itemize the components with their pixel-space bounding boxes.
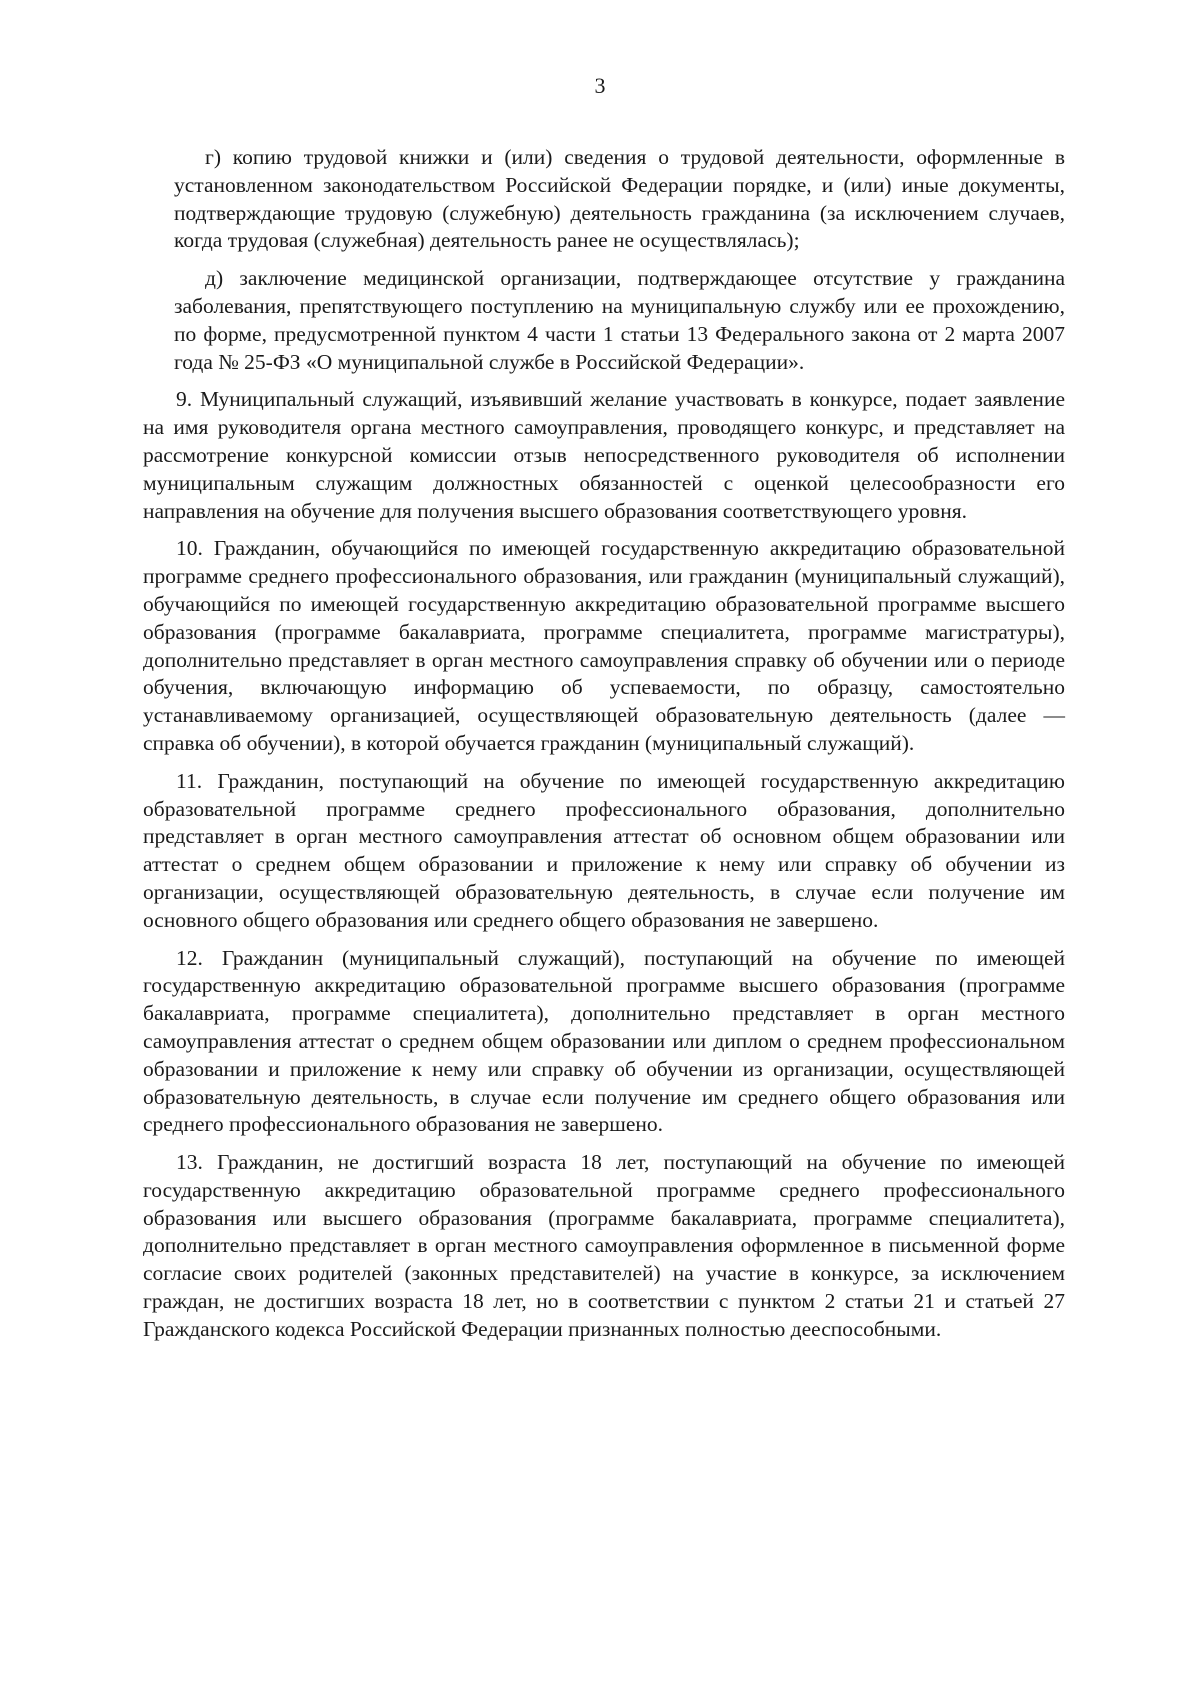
paragraph-9: 9. Муниципальный служащий, изъявивший желание участвовать в конкурсе, подает заявление на имя руководителя органа местного самоуправления, проводящего конкурс, и представляет на рассмотрение конкурсной комиссии отзыв непосредственного руководителя об исполнении муниципальным служащим должностных обязанностей с оценкой целесообразности его направления на обучение для получения высшего образования соответствующего уровня.	[143, 387, 1065, 523]
paragraph-13: 13. Гражданин, не достигший возраста 18 лет, поступающий на обучение по имеющей государственную аккредитацию образовательной программе среднего профессионального образования или высшего образования (программе бакалавриата, программе специалитета), дополнительно представляет в орган местного самоуправления оформленное в письменной форме согласие своих родителей (законных представителей) на участие в конкурсе, за исключением граждан, не достигших возраста 18 лет, но в соответствии с пунктом 2 статьи 21 и статьей 27 Гражданского кодекса Российской Федерации признанных полностью дееспособными.	[143, 1150, 1065, 1341]
paragraph-11: 11. Гражданин, поступающий на обучение по имеющей государственную аккредитацию образовательной программе среднего профессионального образования, дополнительно представляет в орган местного самоуправления аттестат об основном общем образовании или аттестат о среднем общем образовании и приложение к нему или справку об обучении из организации, осуществляющей образовательную деятельность, в случае если получение им основного общего образования или среднего общего образования не завершено.	[143, 768, 1065, 932]
subitem-g: г) копию трудовой книжки и (или) сведения о трудовой деятельности, оформленные в установленном законодательством Российской Федерации порядке, и (или) иные документы, подтверждающие трудовую (служебную) деятельность гражданина (за исключением случаев, когда трудовая (служебная) деятельность ранее не осуществлялась);	[174, 145, 1065, 253]
paragraph-10: 10. Гражданин, обучающийся по имеющей государственную аккредитацию образовательной программе среднего профессионального образования, или гражданин (муниципальный служащий), обучающийся по имеющей государственную аккредитацию образовательной программе высшего образования (программе бакалавриата, программе специалитета, программе магистратуры), дополнительно представляет в орган местного самоуправления справку об обучении или о периоде обучения, включающую информацию об успеваемости, по образцу, самостоятельно устанавливаемому организацией, осуществляющей образовательную деятельность (далее — справка об обучении), в которой обучается гражданин (муниципальный служащий).	[143, 536, 1065, 755]
paragraph-12: 12. Гражданин (муниципальный служащий), поступающий на обучение по имеющей государственную аккредитацию образовательной программе высшего образования (программе бакалавриата, программе специалитета), дополнительно представляет в орган местного самоуправления аттестат о среднем общем образовании или диплом о среднем профессиональном образовании и приложение к нему или справку об обучении из организации, осуществляющей образовательную деятельность, в случае если получение им среднего общего образования или среднего профессионального образования не завершено.	[143, 945, 1065, 1137]
page-number: 3	[594, 73, 606, 98]
subitem-d: д) заключение медицинской организации, подтверждающее отсутствие у гражданина заболевания, препятствующего поступлению на муниципальную службу или ее прохождению, по форме, предусмотренной пунктом 4 части 1 статьи 13 Федерального закона от 2 марта 2007 года № 25-ФЗ «О муниципальной службе в Российской Федерации».	[174, 266, 1065, 374]
document-body	[143, 144, 1065, 1354]
